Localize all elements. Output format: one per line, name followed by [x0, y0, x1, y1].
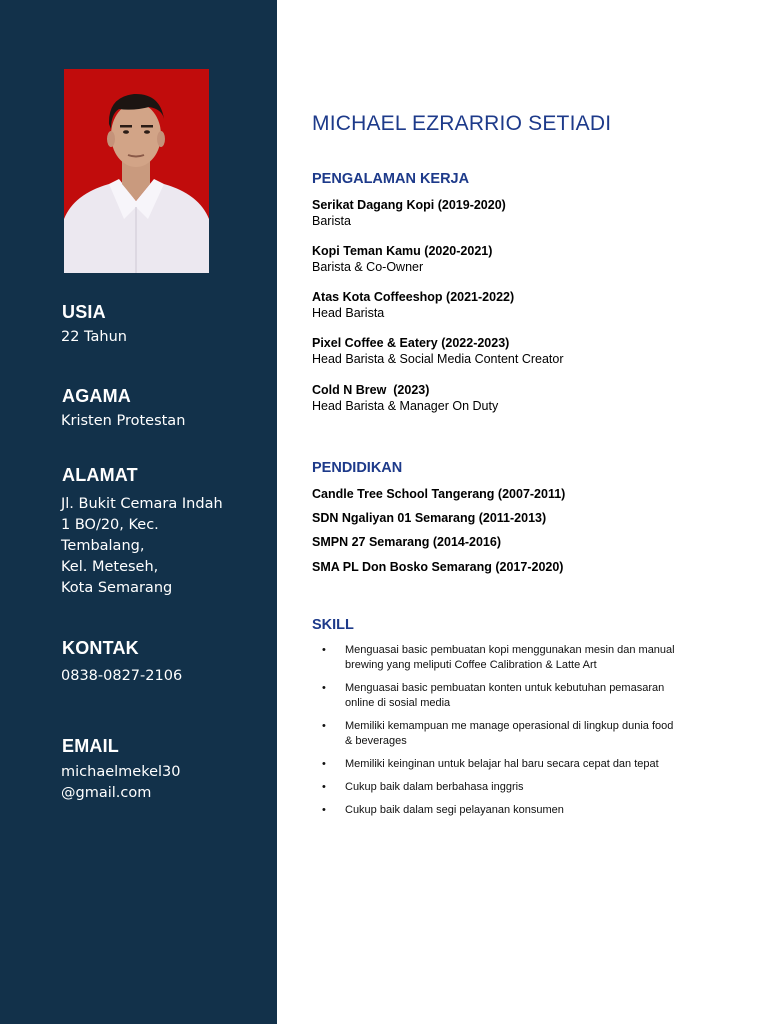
- experience-item: [312, 243, 492, 275]
- bullet-icon: •: [322, 781, 326, 793]
- religion-section: [61, 386, 185, 432]
- experience-role: Head Barista & Manager On Duty: [312, 399, 499, 413]
- education-item: SMPN 27 Semarang (2014-2016): [312, 535, 501, 549]
- age-section: [61, 302, 127, 348]
- bullet-icon: •: [322, 644, 326, 656]
- experience-item: [312, 289, 514, 321]
- experience-heading: PENGALAMAN KERJA: [312, 171, 470, 187]
- skill-text: Memiliki keinginan untuk belajar hal baru secara cepat dan tepat: [345, 758, 659, 770]
- email-line: @gmail.com: [61, 785, 152, 801]
- age-value: 22 Tahun: [61, 329, 127, 345]
- profile-photo: [64, 69, 209, 273]
- education-item: Candle Tree School Tangerang (2007-2011): [312, 487, 566, 501]
- address-line: Tembalang,: [61, 538, 145, 554]
- experience-role: Barista & Co-Owner: [312, 260, 424, 274]
- bullet-icon: •: [322, 720, 326, 732]
- education-item: SDN Ngaliyan 01 Semarang (2011-2013): [312, 511, 547, 525]
- bullet-icon: •: [322, 758, 326, 770]
- address-line: Kota Semarang: [61, 580, 173, 596]
- experience-item: [312, 382, 498, 414]
- skill-item: [322, 803, 682, 818]
- age-label: USIA: [62, 302, 106, 322]
- religion-label: AGAMA: [62, 386, 131, 406]
- skill-item: [322, 757, 682, 772]
- email-line: michaelmekel30: [61, 764, 181, 780]
- address-line: 1 BO/20, Kec.: [61, 517, 159, 533]
- skill-text: Cukup baik dalam segi pelayanan konsumen: [345, 804, 564, 816]
- experience-role: Head Barista: [312, 306, 385, 320]
- address-label: ALAMAT: [62, 465, 138, 485]
- bullet-icon: •: [322, 804, 326, 816]
- person-name: MICHAEL EZRARRIO SETIADI: [312, 112, 612, 135]
- experience-item: [312, 197, 506, 229]
- skill-item: [322, 643, 682, 673]
- bullet-icon: •: [322, 682, 326, 694]
- skill-list: [322, 643, 682, 826]
- experience-company: Atas Kota Coffeeshop (2021-2022): [312, 290, 515, 304]
- experience-company: Pixel Coffee & Eatery (2022-2023): [312, 336, 510, 350]
- email-label: EMAIL: [62, 736, 119, 756]
- email-section: [61, 736, 180, 804]
- skill-text: Menguasai basic pembuatan kopi menggunakan mesin dan manual brewing yang meliputi Coffee Calibration & Latte Art: [345, 644, 675, 671]
- skill-text: Memiliki kemampuan me manage operasional di lingkup dunia food & beverages: [345, 720, 674, 747]
- address-section: [61, 465, 223, 599]
- experience-role: Barista: [312, 214, 351, 228]
- experience-company: Kopi Teman Kamu (2020-2021): [312, 244, 493, 258]
- contact-section: [61, 638, 182, 687]
- religion-value: Kristen Protestan: [61, 413, 186, 429]
- address-line: Kel. Meteseh,: [61, 559, 159, 575]
- skill-heading: SKILL: [312, 617, 354, 633]
- education-item: SMA PL Don Bosko Semarang (2017-2020): [312, 560, 564, 574]
- skill-text: Menguasai basic pembuatan konten untuk kebutuhan pemasaran online di sosial media: [345, 682, 665, 709]
- education-heading: PENDIDIKAN: [312, 460, 403, 476]
- sidebar: [0, 0, 277, 1024]
- address-line: Jl. Bukit Cemara Indah: [61, 496, 223, 512]
- experience-role: Head Barista & Social Media Content Creator: [312, 352, 564, 366]
- experience-company: Serikat Dagang Kopi (2019-2020): [312, 198, 506, 212]
- skill-text: Cukup baik dalam berbahasa inggris: [345, 781, 524, 793]
- contact-label: KONTAK: [62, 638, 139, 658]
- skill-item: [322, 780, 682, 795]
- skill-item: [322, 681, 682, 711]
- experience-company: Cold N Brew (2023): [312, 383, 430, 397]
- experience-item: [312, 335, 564, 367]
- phone-value: 0838-0827-2106: [61, 668, 183, 684]
- person-portrait-image: [64, 69, 209, 273]
- skill-item: [322, 719, 682, 749]
